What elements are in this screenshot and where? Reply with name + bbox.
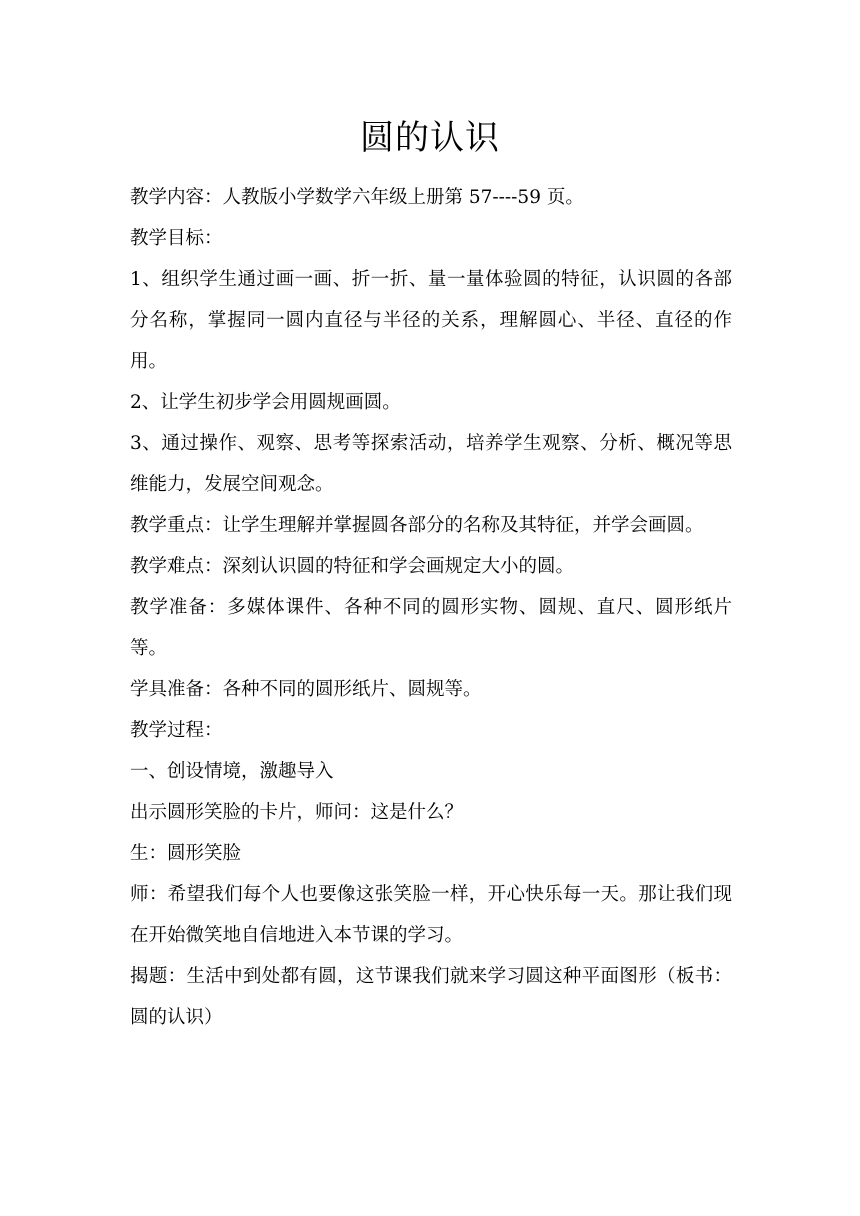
paragraph-teaching-content: 教学内容：人教版小学数学六年级上册第 57----59 页。 (130, 187, 584, 208)
paragraph-student-answer: 生：圆形笑脸 (130, 843, 242, 864)
paragraph-show-card: 出示圆形笑脸的卡片，师问：这是什么？ (130, 802, 464, 823)
paragraph-goal-3: 3、通过操作、观察、思考等探索活动，培养学生观察、分析、概况等思维能力，发展空间观念。 (130, 433, 732, 495)
paragraph-teacher-remark: 师：希望我们每个人也要像这张笑脸一样，开心快乐每一天。那让我们现在开始微笑地自信地进入本节课的学习。 (130, 884, 732, 946)
paragraph-goal-1: 1、组织学生通过画一画、折一折、量一量体验圆的特征，认识圆的各部分名称，掌握同一圆内直径与半径的关系，理解圆心、半径、直径的作用。 (130, 269, 732, 372)
document-title: 圆的认识 (360, 118, 500, 158)
paragraph-reveal-topic: 揭题：生活中到处都有圆，这节课我们就来学习圆这种平面图形（板书：圆的认识） (130, 966, 732, 1028)
paragraph-student-preparation: 学具准备：各种不同的圆形纸片、圆规等。 (130, 679, 482, 700)
paragraph-teacher-preparation: 教学准备：多媒体课件、各种不同的圆形实物、圆规、直尺、圆形纸片等。 (130, 597, 732, 659)
paragraph-difficulties: 教学难点：深刻认识圆的特征和学会画规定大小的圆。 (130, 556, 575, 577)
paragraph-section-1-heading: 一、创设情境，激趣导入 (130, 761, 334, 782)
paragraph-process-heading: 教学过程： (130, 720, 223, 741)
document-body (130, 177, 732, 1038)
paragraph-key-points: 教学重点：让学生理解并掌握圆各部分的名称及其特征，并学会画圆。 (130, 515, 704, 536)
paragraph-teaching-goals-heading: 教学目标： (130, 228, 223, 249)
paragraph-goal-2: 2、让学生初步学会用圆规画圆。 (130, 392, 401, 413)
